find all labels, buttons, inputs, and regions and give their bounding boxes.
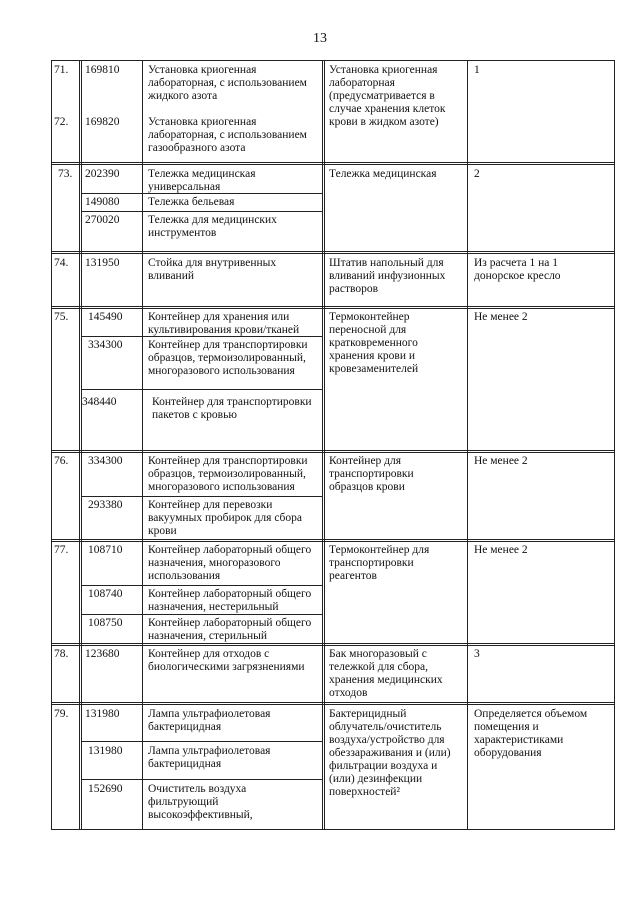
equipment-quantity: Определяется объемом помещения и характеристиками оборудования (474, 708, 588, 759)
row-divider (51, 829, 615, 830)
equipment-code: 334300 (88, 455, 123, 467)
row-divider (51, 253, 615, 254)
row-divider (51, 702, 615, 703)
row-divider (51, 452, 615, 453)
table-border (51, 60, 52, 829)
equipment-name: Лампа ультрафиолетовая бактерицидная (148, 745, 271, 770)
row-divider (51, 164, 615, 165)
equipment-description: Тележка медицинская (329, 168, 437, 180)
subrow-divider (81, 779, 322, 780)
equipment-description: Установка криогенная лабораторная (предусматривается в случае хранения клеток крови в жидком азоте) (329, 64, 446, 128)
equipment-quantity: 1 (474, 64, 480, 76)
subrow-divider (81, 496, 322, 497)
equipment-description: Термоконтейнер для транспортировки реагентов (329, 544, 430, 582)
equipment-name: Контейнер для хранения или культивирования крови/тканей (148, 311, 300, 336)
equipment-name: Контейнер для перевозки вакуумных пробирок для сбора крови (148, 499, 303, 537)
row-number: 75. (54, 311, 69, 323)
equipment-code: 202390 (85, 168, 120, 180)
equipment-description: Термоконтейнер переносной для кратковременного хранения крови и кровезаменителей (329, 311, 419, 375)
equipment-code: 131980 (88, 745, 123, 757)
equipment-name: Контейнер лабораторный общего назначения, нестерильный (148, 588, 312, 613)
equipment-code: 108740 (88, 588, 123, 600)
equipment-code: 152690 (88, 783, 123, 795)
equipment-quantity: 3 (474, 648, 480, 660)
column-divider (142, 60, 143, 829)
equipment-code: 108750 (88, 617, 123, 629)
equipment-code: 334300 (88, 339, 123, 351)
row-number: 73. (58, 168, 73, 180)
row-divider (51, 306, 615, 307)
equipment-name: Контейнер для транспортировки образцов, термоизолированный, многоразового использования (148, 455, 308, 493)
equipment-name: Контейнер для отходов с биологическими загрязнениями (148, 648, 305, 673)
equipment-name: Установка криогенная лабораторная, с использованием газообразного азота (148, 116, 307, 154)
row-number: 72. (54, 116, 69, 128)
column-divider (79, 60, 80, 829)
row-divider (51, 251, 615, 252)
row-divider (51, 643, 615, 644)
equipment-quantity: 2 (474, 168, 480, 180)
row-divider (51, 450, 615, 451)
column-divider (322, 60, 323, 829)
column-divider (81, 60, 82, 829)
page-number: 13 (313, 31, 327, 46)
equipment-code: 293380 (88, 499, 123, 511)
equipment-description: Бактерицидный облучатель/очиститель воздуха/устройство для обеззараживания и (или) фильтрации воздуха и (или) дезинфекции поверхностей² (329, 708, 451, 798)
table-border (614, 60, 615, 829)
equipment-name: Контейнер лабораторный общего назначения, многоразового использования (148, 544, 312, 582)
row-number: 71. (54, 64, 69, 76)
equipment-code: 169810 (85, 64, 120, 76)
equipment-description: Штатив напольный для вливаний инфузионных растворов (329, 257, 446, 295)
equipment-code: 169820 (85, 116, 120, 128)
row-divider (51, 162, 615, 163)
column-divider (324, 60, 325, 829)
row-divider (51, 704, 615, 705)
equipment-name: Тележка бельевая (148, 196, 235, 208)
subrow-divider (81, 741, 322, 742)
equipment-code: 348440 (82, 396, 117, 408)
equipment-code: 145490 (88, 311, 123, 323)
equipment-name: Установка криогенная лабораторная, с использованием жидкого азота (148, 64, 307, 102)
row-number: 79. (54, 708, 69, 720)
row-divider (51, 60, 615, 61)
row-divider (51, 645, 615, 646)
equipment-code: 149080 (85, 196, 120, 208)
row-number: 74. (54, 257, 69, 269)
column-divider (467, 60, 468, 829)
equipment-name: Контейнер для транспортировки образцов, термоизолированный, многоразового использования (148, 339, 308, 377)
equipment-name: Лампа ультрафиолетовая бактерицидная (148, 708, 271, 733)
equipment-quantity: Не менее 2 (474, 455, 528, 467)
row-number: 77. (54, 544, 69, 556)
equipment-description: Бак многоразовый с тележкой для сбора, хранения медицинских отходов (329, 648, 443, 699)
subrow-divider (81, 614, 322, 615)
equipment-code: 108710 (88, 544, 123, 556)
equipment-name: Тележка медицинская универсальная (148, 168, 256, 193)
equipment-name: Контейнер лабораторный общего назначения, стерильный (148, 617, 312, 642)
equipment-name: Очиститель воздуха фильтрующий высокоэффективный, (148, 783, 253, 821)
equipment-quantity: Не менее 2 (474, 544, 528, 556)
equipment-code: 270020 (85, 214, 120, 226)
row-divider (51, 541, 615, 542)
subrow-divider (81, 389, 322, 390)
subrow-divider (81, 211, 322, 212)
equipment-name: Тележка для медицинских инструментов (148, 214, 277, 239)
equipment-name: Контейнер для транспортировки пакетов с кровью (152, 396, 312, 421)
subrow-divider (81, 585, 322, 586)
row-number: 78. (54, 648, 69, 660)
equipment-code: 131950 (85, 257, 120, 269)
row-divider (51, 539, 615, 540)
equipment-code: 123680 (85, 648, 120, 660)
row-divider (51, 308, 615, 309)
equipment-name: Стойка для внутривенных вливаний (148, 257, 277, 282)
equipment-code: 131980 (85, 708, 120, 720)
row-number: 76. (54, 455, 69, 467)
equipment-quantity: Из расчета 1 на 1 донорское кресло (474, 257, 561, 282)
equipment-description: Контейнер для транспортировки образцов крови (329, 455, 414, 493)
equipment-quantity: Не менее 2 (474, 311, 528, 323)
